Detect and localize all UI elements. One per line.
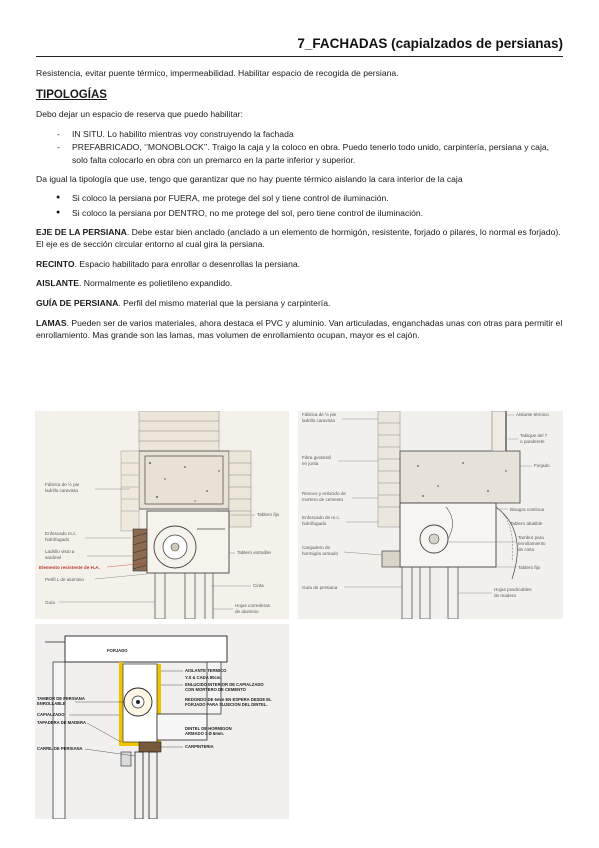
definition-eje (36, 226, 563, 250)
drawing-label-ladrillo: Ladrillo visto a (45, 549, 75, 554)
drawing-label-yeso: Y.S & CADA 80cm. (185, 675, 222, 680)
drawing-label-redondo: REDONDO DE 6mm EN ESPERA DESDE EL (185, 697, 272, 702)
drawing-label-enfoscado2: hidrófugado (302, 521, 327, 526)
drawing-label-guia: Guía de persiana (302, 585, 338, 590)
tipologias-lead: Debo dejar un espacio de reserva que puedo habilitar: (36, 109, 243, 120)
drawing-label-carpinteria: CARPINTERIA (185, 744, 214, 749)
definition-term: RECINTO (36, 258, 75, 269)
drawing-label-aislante: AISLANTE TERMICO (185, 668, 227, 673)
drawing-label-dintel2: ARMADO 3 Ø 6mm. (185, 731, 224, 736)
drawing-label-ladrillo2: sardinel (45, 555, 62, 560)
definition-lamas (36, 317, 563, 341)
drawing-label-guia: Guía (45, 600, 55, 605)
drawing-label-bisagra: Bisagra continua (510, 507, 545, 512)
page-title: 7_FACHADAS (capialzados de persianas) (297, 36, 563, 51)
drawing-label-cargadero2: hormigón armado (302, 551, 339, 556)
tipologias-note: Da igual la tipología que use, tengo que garantizar que no hay puente térmico aislando la cara interior de la caja (36, 173, 463, 184)
drawing-label-carril: CARRIL DE PERSIANA (37, 746, 83, 751)
drawing-label-revoco: Revoco y enlucido de (302, 491, 346, 496)
drawing-label-forjado: FORJADO (107, 648, 128, 653)
drawing-label-cargadero: Cargadero de (302, 545, 331, 550)
drawing-label-tabique: Tabique del 7 (520, 433, 548, 438)
drawing-label-tambor3: de cinta (518, 547, 535, 552)
definition-term: GUÍA DE PERSIANA (36, 298, 119, 309)
drawing-label-hojas2: de aluminio (235, 609, 259, 614)
drawing-label-enlucido2: CON MORTERO DE CEMENTO (185, 687, 246, 692)
drawing-label-enfoscado: Enfoscado de m.c. (302, 515, 341, 520)
definition-term: EJE DE LA PERSIANA (36, 226, 127, 237)
drawing-label-revoco2: mortero de cemento (302, 497, 344, 502)
drawing-label-fabrica2: ladrillo caravista (45, 488, 78, 493)
definition-text: . Espacio habilitado para enrollar o desenrollas la persiana. (74, 258, 301, 269)
list-item: - PREFABRICADO, ‘’MONOBLOCK’’. Traigo la caja y la coloco en obra. Puedo tenerlo todo unido, carpintería, persiana y caja, solo falta colocarlo en obra con un premarco en la parte inferior y superior. (36, 141, 563, 165)
definition-text: . Debe estar bien anclado (anclado a un elemento de hormigón, resistente, forjado o pilares, lo normal es forjado). El eje es de sección circular entorno al cual gira la persiana. (36, 226, 561, 250)
drawing-label-enlucido: ENLUCIDO INTERIOR DE CAPIALZADO (185, 682, 264, 687)
drawing-label-perfil: Perfil L de aluminio (45, 577, 84, 582)
drawing-label-cinta: Cinta (253, 583, 264, 588)
drawing-label-tambor: Tambor para (518, 535, 544, 540)
drawing-label-fabrica2: ladrillo caravista (302, 418, 335, 423)
definition-text: . Normalmente es polietileno expandido. (78, 278, 233, 289)
drawing-label-hojas: Hojas correderas (235, 603, 270, 608)
title-divider (36, 56, 563, 57)
list-item: ● Si coloco la persiana por DENTRO, no me protege del sol, pero tiene control de iluminación. (36, 207, 563, 219)
shutter-box-section-drawing-2 (298, 411, 563, 619)
drawing-label-tabique2: o panderete (520, 439, 545, 444)
drawing-label-hojas2: de madera (494, 593, 516, 598)
drawing-label-tablero-abatible: Tablero abatible (510, 521, 543, 526)
shutter-box-section-drawing-1 (35, 411, 289, 619)
drawing-label-tambor: TAMBOR DE PERSIANA (37, 696, 85, 701)
tipologias-list (36, 128, 563, 166)
drawing-label-forjado: Forjado (534, 463, 550, 468)
definition-aislante (36, 277, 563, 289)
shutter-box-detail-drawing-3 (35, 624, 289, 819)
intro-paragraph: Resistencia, evitar puente térmico, impermeabilidad. Habilitar espacio de recogida de persiana. (36, 68, 399, 78)
drawing-label-tambor2: enrollamiento (518, 541, 546, 546)
list-item: - IN SITU. Lo habilito mientras voy construyendo la fachada (36, 128, 563, 140)
definition-recinto (36, 258, 563, 270)
drawing-label-enfoscado: Enfoscado m.c. (45, 531, 77, 536)
drawing-label-fabrica: Fábrica de ½ pie (45, 482, 80, 487)
drawing-label-fabrica: Fábrica de ½ pie (302, 412, 337, 417)
definition-text: . Pueden ser de varios materiales, ahora destaca el PVC y aluminio. Van articuladas, enganchadas unas con otras para permitir el enrollamiento. Mas grande son las lamas, mas volumen de enrollamiento ocupan, mayor es el cajón. (36, 317, 563, 341)
definition-term: AISLANTE (36, 278, 79, 289)
document-body (36, 67, 563, 349)
drawing-label-fibra2: en junta (302, 461, 319, 466)
drawing-label-aislante: Aislante térmico (516, 412, 549, 417)
definition-text: . Perfil del mismo material que la persiana y carpintería. (118, 298, 331, 309)
list-item: ● Si coloco la persiana por FUERA, me protege del sol y tiene control de iluminación. (36, 192, 563, 204)
drawing-label-enfoscado2: hidrófugado (45, 537, 70, 542)
drawing-label-tablero-fijo: Tablero fijo (257, 512, 280, 517)
drawing-label-dintel: DINTEL DE HORMIGON (185, 726, 232, 731)
drawing-label-capialzado: CAPIALZADO (37, 712, 65, 717)
drawing-label-redondo2: FORJADO PARA SUJECION DEL DINTEL. (185, 702, 268, 707)
drawing-label-tapadera: TAPADERA DE MADERA (37, 720, 87, 725)
section-heading-tipologias: TIPOLOGÍAS (36, 89, 107, 102)
drawing-label-tablero-extraible: Tablero extraíble (237, 550, 271, 555)
position-bullets (36, 192, 563, 218)
definition-guia (36, 297, 563, 309)
drawing-label-fibra: Fibra geotextil (302, 455, 331, 460)
drawing-label-elemento: Elemento resistente de H.A. (39, 565, 100, 570)
drawing-label-tablero-fijo: Tablero fijo (518, 565, 541, 570)
drawing-label-hojas: Hojas practicables (494, 587, 532, 592)
drawing-label-tambor2: ENROLLABLE (37, 701, 66, 706)
definition-term: LAMAS (36, 317, 67, 328)
